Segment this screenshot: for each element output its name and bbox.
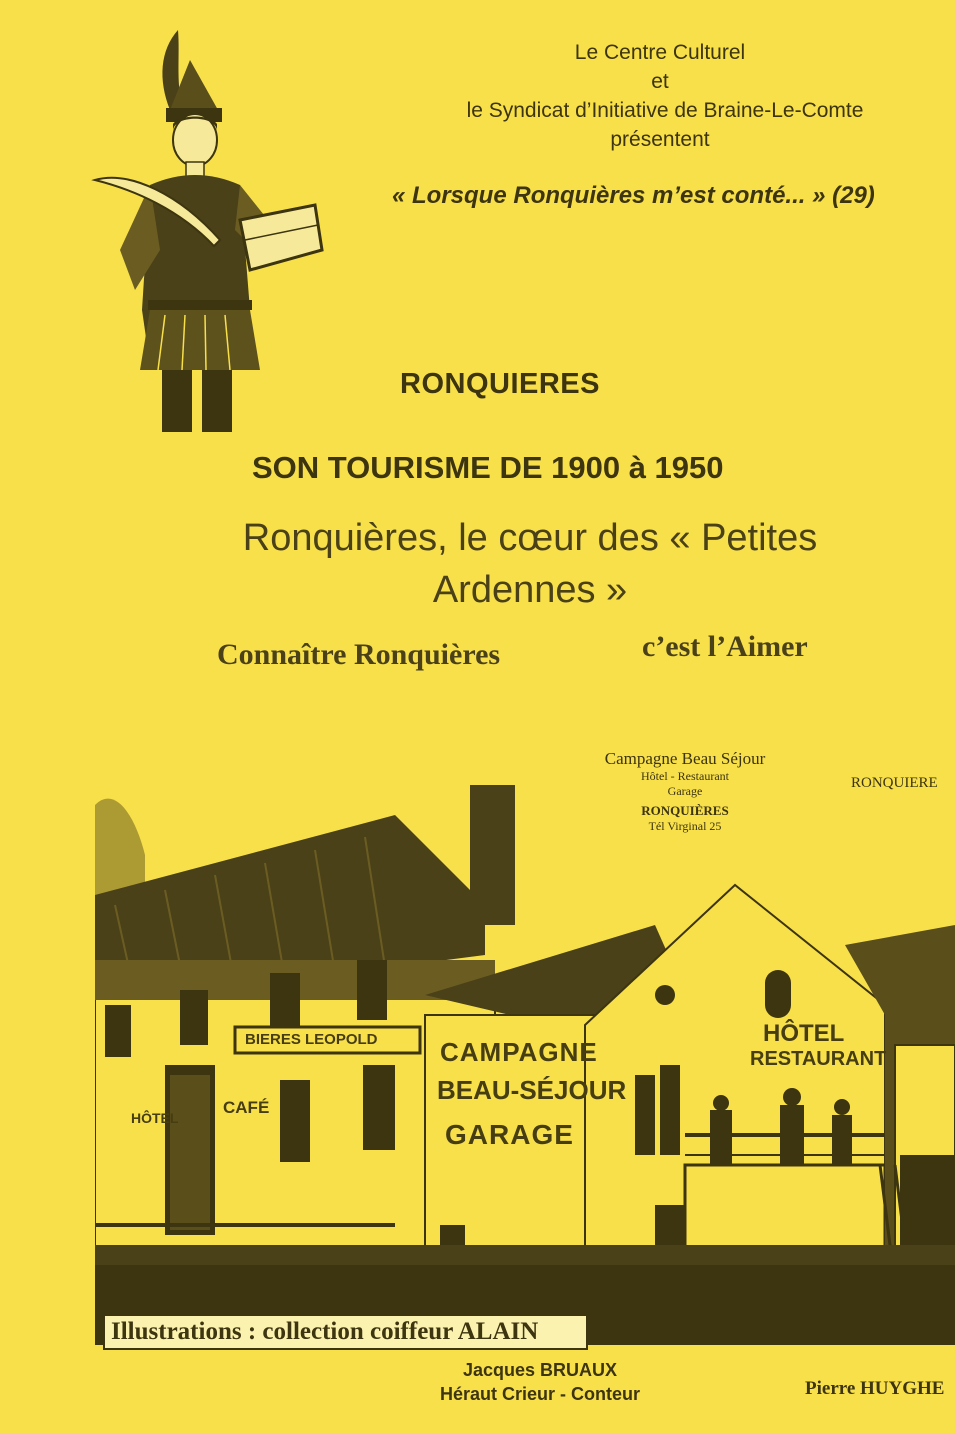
author-block xyxy=(400,1358,680,1406)
postcard-phone: Tél Virginal 25 xyxy=(648,819,722,833)
motto-right: c’est l’Aimer xyxy=(642,630,808,663)
main-title: RONQUIERES xyxy=(400,368,600,400)
series-title: « Lorsque Ronquières m’est conté... » (29) xyxy=(392,182,875,209)
presenter-line-1: Le Centre Culturel xyxy=(574,41,746,64)
illustrations-caption: Illustrations : collection coiffeur ALAIN xyxy=(103,1314,588,1350)
postcard-services-1: Hôtel - Restaurant xyxy=(641,769,729,783)
motto-left: Connaître Ronquières xyxy=(217,638,501,671)
presenters-block xyxy=(420,38,920,154)
herald-illustration xyxy=(90,20,330,435)
postcard-town: RONQUIÈRES xyxy=(641,803,729,818)
wall-restaurant: RESTAURANT xyxy=(750,1048,887,1070)
sub-title: SON TOURISME DE 1900 à 1950 xyxy=(252,450,724,485)
wall-garage: GARAGE xyxy=(445,1119,574,1150)
postcard-corner-label: RONQUIERE xyxy=(851,775,938,791)
wall-sign-bieres: BIERES LEOPOLD xyxy=(245,1031,378,1048)
presenter-line-4: présentent xyxy=(610,128,710,151)
postcard-header xyxy=(565,749,805,834)
second-author-name: Pierre HUYGHE xyxy=(805,1378,945,1399)
postcard-services-2: Garage xyxy=(667,784,703,798)
wall-beau-sejour: BEAU-SÉJOUR xyxy=(437,1075,627,1105)
subtitle: Ronquières, le cœur des « Petites Ardennes » xyxy=(242,517,818,611)
presenter-line-3: le Syndicat d’Initiative de Braine-Le-Comte xyxy=(466,99,864,122)
wall-hotel-small: HÔTEL xyxy=(131,1110,179,1126)
wall-campagne: CAMPAGNE xyxy=(440,1037,598,1067)
author-name: Jacques BRUAUX xyxy=(462,1360,618,1380)
presenter-line-2: et xyxy=(651,70,669,93)
author-role: Héraut Crieur - Conteur xyxy=(439,1384,641,1404)
postcard-photo xyxy=(95,745,955,1345)
wall-cafe: CAFÉ xyxy=(223,1098,270,1117)
postcard-name: Campagne Beau Séjour xyxy=(604,749,766,768)
wall-hotel: HÔTEL xyxy=(763,1020,845,1047)
